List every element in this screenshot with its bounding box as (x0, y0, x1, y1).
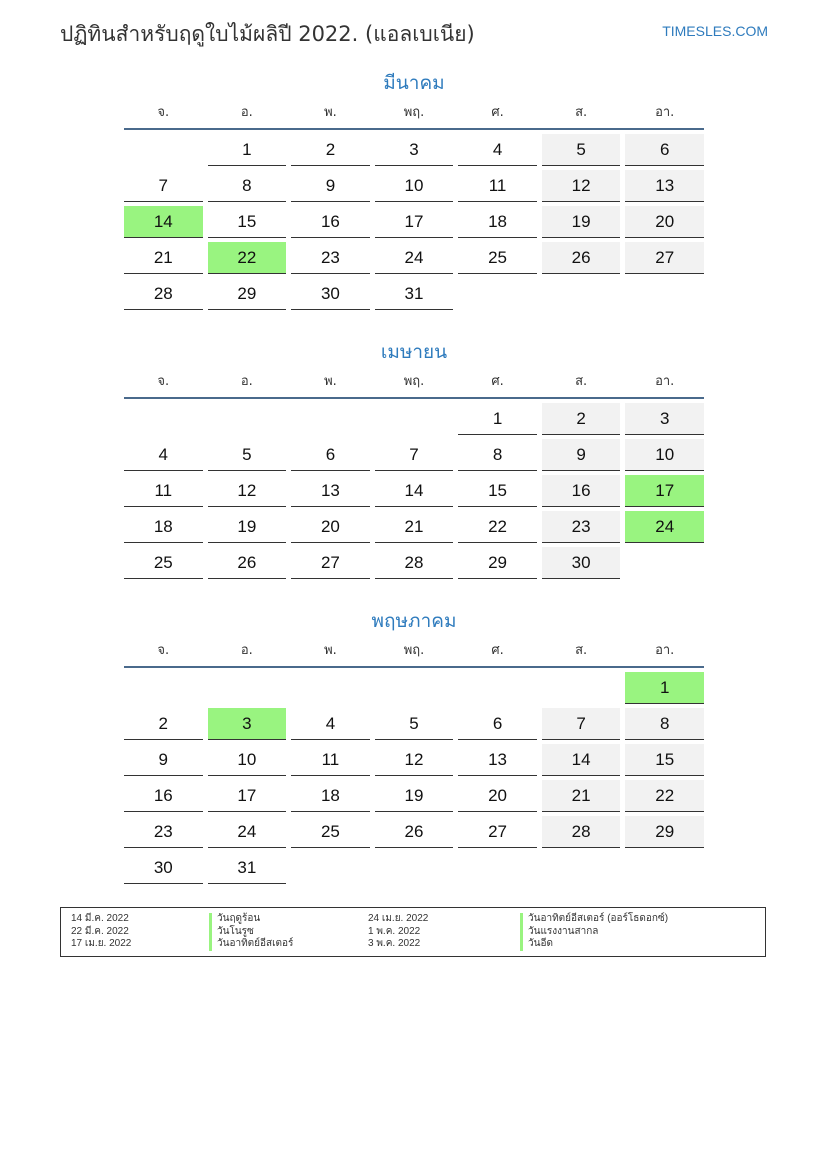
weekday-label: จ. (157, 374, 170, 389)
weekday-label: ส. (575, 105, 588, 120)
day-cell: 29 (625, 816, 704, 848)
weekday-label: พ. (324, 374, 337, 389)
legend-date: 14 มี.ค. 2022 (71, 913, 129, 924)
day-cell: 13 (625, 170, 704, 202)
day-cell: 30 (542, 547, 621, 579)
day-cell: 6 (458, 708, 537, 740)
weekday-header (124, 100, 704, 130)
day-cell: 16 (291, 206, 370, 238)
day-cell: 2 (542, 403, 621, 435)
day-cell: 25 (458, 242, 537, 274)
day-cell: 5 (542, 134, 621, 166)
day-cell: 8 (458, 439, 537, 471)
day-cell: 28 (124, 278, 203, 310)
day-cell-holiday: 14 (124, 206, 203, 238)
day-cell: 23 (124, 816, 203, 848)
day-cell: 11 (458, 170, 537, 202)
day-cell: 7 (375, 439, 454, 471)
day-cell: 31 (375, 278, 454, 310)
legend-holiday-name: วันฤดูร้อน (209, 913, 293, 926)
weekday-label: ศ. (491, 643, 504, 658)
empty-cell (208, 672, 287, 708)
legend-holiday-name: วันแรงงานสากล (520, 926, 668, 939)
day-cell: 7 (542, 708, 621, 740)
legend-names-right (520, 913, 668, 951)
day-cell: 23 (542, 511, 621, 543)
empty-cell (291, 672, 370, 708)
day-cell: 18 (124, 511, 203, 543)
day-cell: 19 (542, 206, 621, 238)
day-cell: 27 (458, 816, 537, 848)
day-cell: 20 (291, 511, 370, 543)
day-cell: 25 (291, 816, 370, 848)
day-cell: 14 (375, 475, 454, 507)
day-cell: 18 (458, 206, 537, 238)
empty-cell (542, 672, 621, 708)
day-cell: 5 (375, 708, 454, 740)
day-cell: 23 (291, 242, 370, 274)
day-cell: 6 (625, 134, 704, 166)
legend-holiday-name: วันอาทิตย์อีสเตอร์ (209, 938, 293, 951)
day-cell: 17 (375, 206, 454, 238)
empty-cell (375, 672, 454, 708)
day-cell: 14 (542, 744, 621, 776)
day-cell: 2 (124, 708, 203, 740)
day-cell: 4 (124, 439, 203, 471)
day-cell: 10 (208, 744, 287, 776)
day-cell: 12 (542, 170, 621, 202)
weekday-label: ศ. (491, 105, 504, 120)
day-cell: 21 (375, 511, 454, 543)
weekday-label: อา. (655, 643, 675, 658)
empty-cell (458, 672, 537, 708)
legend-holiday-name: วันโนรูซ (209, 926, 293, 939)
month-title: พฤษภาคม (371, 610, 457, 632)
day-cell: 9 (124, 744, 203, 776)
day-cell: 1 (458, 403, 537, 435)
day-cell-holiday: 24 (625, 511, 704, 543)
legend-date: 17 เม.ย. 2022 (71, 938, 132, 949)
day-cell: 15 (208, 206, 287, 238)
day-cell: 15 (458, 475, 537, 507)
month-march (124, 68, 704, 314)
day-cell: 29 (458, 547, 537, 579)
day-cell: 30 (291, 278, 370, 310)
day-grid (124, 134, 704, 314)
weekday-label: ศ. (491, 374, 504, 389)
day-cell: 28 (542, 816, 621, 848)
day-cell: 5 (208, 439, 287, 471)
legend-holiday-name: วันอีด (520, 938, 668, 951)
day-cell: 4 (291, 708, 370, 740)
empty-cell (208, 403, 287, 439)
empty-cell (124, 672, 203, 708)
day-cell: 9 (291, 170, 370, 202)
day-cell: 31 (208, 852, 287, 884)
day-cell: 1 (208, 134, 287, 166)
day-cell: 11 (124, 475, 203, 507)
day-cell: 26 (542, 242, 621, 274)
day-cell: 22 (625, 780, 704, 812)
holiday-legend (60, 907, 766, 957)
day-cell: 3 (625, 403, 704, 435)
legend-names-left (209, 913, 293, 951)
day-cell: 27 (625, 242, 704, 274)
day-cell: 10 (625, 439, 704, 471)
day-cell: 24 (208, 816, 287, 848)
day-cell: 4 (458, 134, 537, 166)
day-cell: 24 (375, 242, 454, 274)
day-cell: 30 (124, 852, 203, 884)
weekday-label: ส. (575, 643, 588, 658)
day-cell: 15 (625, 744, 704, 776)
day-cell: 7 (124, 170, 203, 202)
weekday-label: จ. (157, 105, 170, 120)
day-cell: 13 (458, 744, 537, 776)
day-cell: 16 (542, 475, 621, 507)
weekday-label: อ. (240, 643, 253, 658)
day-grid (124, 403, 704, 583)
site-link[interactable]: TIMESLES.COM (662, 23, 768, 39)
day-cell: 19 (208, 511, 287, 543)
day-cell: 21 (542, 780, 621, 812)
month-may (124, 606, 704, 888)
weekday-label: พฤ. (403, 374, 425, 389)
day-cell-holiday: 22 (208, 242, 287, 274)
day-cell: 27 (291, 547, 370, 579)
day-cell: 3 (375, 134, 454, 166)
empty-cell (291, 403, 370, 439)
month-title: มีนาคม (383, 72, 445, 94)
day-cell: 22 (458, 511, 537, 543)
weekday-label: จ. (157, 643, 170, 658)
weekday-label: อา. (655, 374, 675, 389)
day-cell: 16 (124, 780, 203, 812)
day-cell: 11 (291, 744, 370, 776)
legend-dates-left (71, 913, 131, 951)
day-cell: 25 (124, 547, 203, 579)
legend-holiday-name: วันอาทิตย์อีสเตอร์ (ออร์โธดอกซ์) (520, 913, 668, 926)
empty-cell (124, 134, 203, 170)
day-cell: 26 (208, 547, 287, 579)
day-cell: 28 (375, 547, 454, 579)
legend-dates-right (368, 913, 428, 951)
day-cell: 2 (291, 134, 370, 166)
page-title: ปฏิทินสำหรับฤดูใบไม้ผลิปี 2022. (แอลเบเนีย) (60, 22, 475, 46)
weekday-label: พฤ. (403, 643, 425, 658)
day-grid (124, 672, 704, 888)
day-cell: 10 (375, 170, 454, 202)
day-cell: 9 (542, 439, 621, 471)
day-cell: 13 (291, 475, 370, 507)
day-cell: 29 (208, 278, 287, 310)
day-cell-holiday: 3 (208, 708, 287, 740)
day-cell: 8 (208, 170, 287, 202)
day-cell: 20 (458, 780, 537, 812)
day-cell-holiday: 1 (625, 672, 704, 704)
weekday-label: อ. (240, 105, 253, 120)
day-cell: 6 (291, 439, 370, 471)
legend-date: 3 พ.ค. 2022 (368, 938, 421, 949)
weekday-label: ส. (575, 374, 588, 389)
legend-date: 22 มี.ค. 2022 (71, 925, 129, 937)
weekday-label: อา. (655, 105, 675, 120)
weekday-header (124, 638, 704, 668)
empty-cell (124, 403, 203, 439)
month-title: เมษายน (380, 341, 448, 363)
legend-date: 24 เม.ย. 2022 (368, 913, 429, 924)
legend-date: 1 พ.ค. 2022 (368, 925, 421, 937)
weekday-label: พฤ. (403, 105, 425, 120)
day-cell: 12 (208, 475, 287, 507)
day-cell: 19 (375, 780, 454, 812)
weekday-header (124, 369, 704, 399)
empty-cell (375, 403, 454, 439)
weekday-label: อ. (240, 374, 253, 389)
day-cell: 12 (375, 744, 454, 776)
day-cell-holiday: 17 (625, 475, 704, 507)
day-cell: 21 (124, 242, 203, 274)
day-cell: 26 (375, 816, 454, 848)
day-cell: 20 (625, 206, 704, 238)
day-cell: 17 (208, 780, 287, 812)
day-cell: 18 (291, 780, 370, 812)
weekday-label: พ. (324, 643, 337, 658)
month-april (124, 337, 704, 583)
day-cell: 8 (625, 708, 704, 740)
weekday-label: พ. (324, 105, 337, 120)
